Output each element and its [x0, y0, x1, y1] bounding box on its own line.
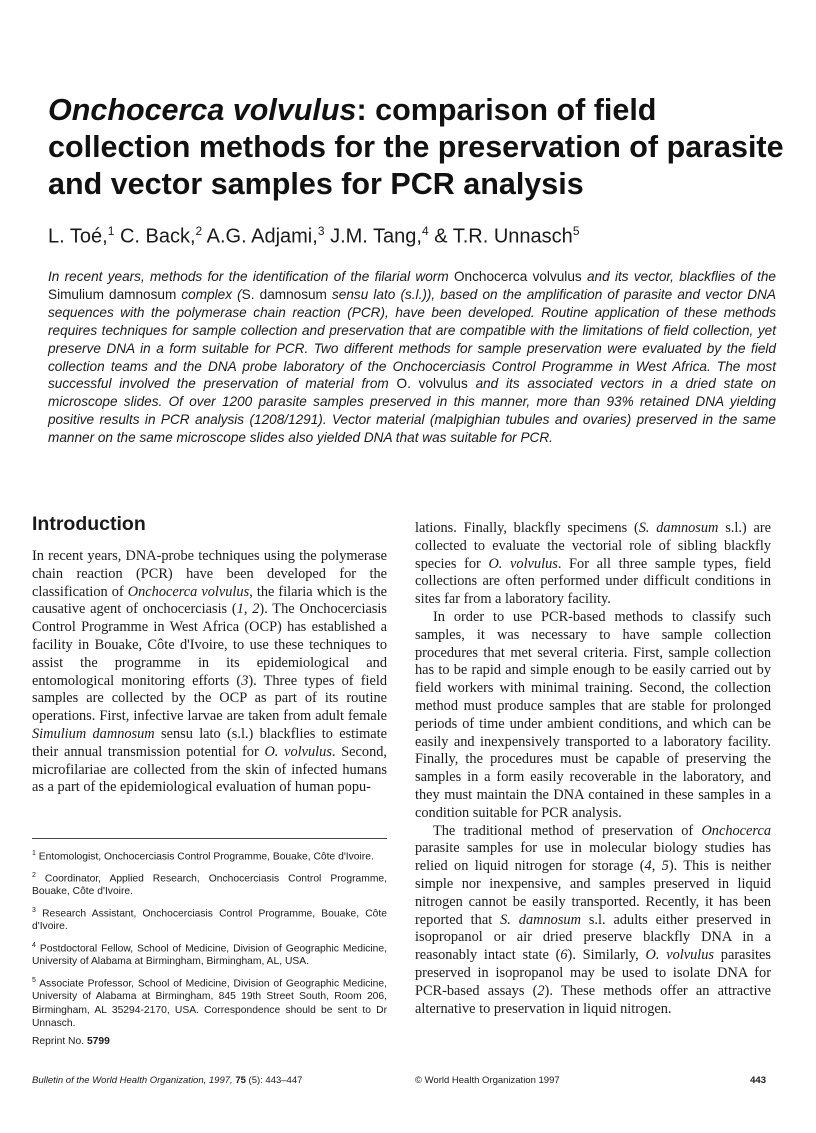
emphasis-text: S. damnosum	[638, 520, 719, 536]
emphasis-text: 2	[537, 982, 545, 999]
footnote-text: Research Assistant, Onchocerciasis Control Programme, Bouake, Côte d'Ivoire.	[32, 908, 387, 933]
title-species: Onchocerca volvulus	[48, 93, 357, 127]
paragraph-text: parasites preserved in isopropanol may be used to isolate DNA for PCR-based assays (	[415, 947, 771, 999]
abstract-taxon: S. damnosum	[241, 286, 327, 302]
right-column	[415, 520, 771, 1018]
paragraph-text: s.l.) are collected to evaluate the vectorial role of sibling blackfly species for	[415, 520, 771, 572]
footnote	[32, 939, 387, 969]
paragraph-text: ). Three types of field samples are collected by the OCP as part of its routine operations. First, infective larvae are taken from adult female	[32, 672, 388, 725]
footnote	[32, 974, 387, 1031]
emphasis-text: 2	[252, 601, 260, 618]
emphasis-text: O. volvulus	[488, 555, 558, 572]
paragraph-text: The traditional method of preservation of	[433, 822, 702, 839]
paragraph-text: ,	[243, 601, 253, 618]
footnote-text: Entomologist, Onchocerciasis Control Programme, Bouake, Côte d'Ivoire.	[38, 851, 374, 863]
paragraph-text: s.l. adults either preserved in isopropanol or air dried preserve blackfly DNA in a reasonably intact state (	[415, 911, 771, 964]
page-number: 443	[750, 1075, 766, 1086]
author-affiliation: 1	[107, 224, 115, 238]
footnote	[32, 869, 387, 899]
paragraph-text: lations. Finally, blackfly specimens (	[415, 520, 639, 536]
footnote-list	[32, 847, 387, 1030]
page-footer	[32, 1075, 772, 1089]
body-paragraph	[415, 609, 771, 823]
footnote-marker: 4	[32, 941, 36, 949]
journal-issue-pages: (5): 443–447	[248, 1075, 303, 1086]
footnote-marker: 2	[32, 871, 36, 879]
paragraph-text: parasite samples for use in molecular biology studies has relied on liquid nitrogen for storage (	[415, 840, 771, 875]
emphasis-text: 1	[236, 601, 244, 618]
paragraph-text: In recent years, DNA-probe techniques using the polymerase chain reaction (PCR) have been developed for the classification of	[32, 548, 387, 600]
emphasis-text: 4	[644, 858, 652, 875]
emphasis-text: Simulium damnosum	[32, 725, 155, 742]
title-rest: : comparison of field collection methods for the preservation of parasite and vector samples for PCR analysis	[48, 93, 784, 201]
paragraph-text: ). The Onchocerciasis Control Programme in West Africa (OCP) has established a facility in Bouake, Côte d'Ivoire, to use these techniques to assist the programme in its epidemiological and entomological monitoring efforts (	[32, 601, 387, 689]
right-column-body	[415, 520, 771, 1018]
journal-volume: 75	[235, 1075, 246, 1086]
emphasis-text: 6	[560, 947, 568, 964]
journal-name: Bulletin of the World Health Organization, 1997,	[32, 1075, 233, 1086]
footnote-marker: 5	[32, 976, 36, 984]
reprint-label: Reprint No.	[32, 1036, 85, 1048]
article-title	[48, 92, 788, 203]
body-paragraph	[415, 823, 771, 1019]
emphasis-text: Onchocerca volvulus	[127, 583, 250, 600]
copyright: © World Health Organization 1997	[415, 1075, 560, 1086]
footnote	[32, 847, 387, 864]
paragraph-text: . For all three sample types, field collections are often performed under difficult conditions in sites far from a laboratory facility.	[415, 555, 771, 608]
emphasis-text: S. damnosum	[500, 911, 581, 928]
left-column-body	[32, 548, 387, 797]
paragraph-text: . Second, microfilariae are collected from the skin of infected humans as a part of the epidemiological evaluation of human popu-	[32, 743, 388, 796]
abstract-taxon: Onchocerca volvulus	[453, 269, 582, 284]
author-name: C. Back,	[119, 225, 196, 248]
paragraph-text: ,	[651, 858, 662, 875]
abstract-text: and its associated vectors in a dried state on microscope slides. Of over 1200 parasite samples preserved in this manner, more than 93% retained DNA yielding positive results in PCR analysis (1208/1291). Vector material (malpighian tubules and ovaries) preserved in the same manner on the same microscope slides also yielded DNA that was suitable for PCR.	[48, 376, 776, 446]
author-name: L. Toé,	[48, 225, 108, 248]
paragraph-text: , the filaria which is the causative agent of onchocerciasis (	[32, 583, 387, 618]
footnote-marker: 3	[32, 906, 36, 914]
author-list	[48, 218, 788, 250]
paragraph-text: ). This is neither simple nor inexpensive, and samples preserved in liquid nitrogen cannot be easily transported. Recently, it has been reported that	[415, 858, 771, 928]
author-affiliation: 4	[421, 224, 429, 238]
emphasis-text: 5	[661, 858, 669, 875]
author-name: A.G. Adjami,	[206, 225, 318, 248]
author-affiliation: 3	[317, 224, 325, 238]
paragraph-text: sensu lato (s.l.) blackflies to estimate their annual transmission potential for	[32, 725, 387, 760]
footnote-text: Associate Professor, School of Medicine, Division of Geographic Medicine, University of Alabama at Birmingham, 845 19th Street South, Room 206, Birmingham, AL 35294-2170, USA. Correspondence should be sent to Dr Unnasch.	[32, 978, 387, 1030]
emphasis-text: Onchocerca	[701, 822, 771, 839]
left-column	[32, 512, 387, 797]
author-affiliation: 5	[572, 224, 580, 238]
paragraph-text: ). Similarly,	[567, 947, 646, 964]
author-name: J.M. Tang,	[330, 225, 422, 248]
footnote-text: Postdoctoral Fellow, School of Medicine, Division of Geographic Medicine, University of Alabama at Birmingham, Birmingham, AL, USA.	[32, 943, 387, 968]
author-affiliation: 2	[195, 224, 203, 238]
section-heading-introduction: Introduction	[32, 513, 146, 535]
author-name: & T.R. Unnasch	[434, 225, 573, 248]
abstract	[48, 268, 776, 447]
body-paragraph	[415, 520, 771, 609]
footnote-marker: 1	[32, 850, 36, 857]
abstract-taxon: Simulium damnosum	[48, 286, 177, 302]
emphasis-text: O. volvulus	[264, 743, 332, 760]
footnote	[32, 904, 387, 934]
abstract-text: sensu lato (s.l.)), based on the amplification of parasite and vector DNA sequences with the polymerase chain reaction (PCR), have been developed. Routine application of these methods requires techniques for sample collection and preservation that are compatible with the limitations of field collection, yet preserve DNA in a form suitable for PCR. Two different methods for sample preservation were evaluated by the field collection teams and the DNA probe laboratory of the Onchocerciasis Control Programme in West Africa. The most successful involved the preservation of material from	[48, 286, 776, 392]
emphasis-text: 3	[241, 672, 249, 689]
reprint-number	[32, 1035, 387, 1048]
footnotes	[32, 838, 387, 1049]
paragraph-text: ). These methods offer an attractive alternative to preservation in liquid nitrogen.	[415, 982, 771, 1017]
abstract-text: complex (	[176, 286, 242, 302]
footnote-text: Coordinator, Applied Research, Onchocerciasis Control Programme, Bouake, Côte d'Ivoire.	[32, 873, 387, 898]
abstract-text: In recent years, methods for the identification of the filarial worm	[48, 269, 454, 284]
emphasis-text: O. volvulus	[645, 947, 715, 964]
body-paragraph	[32, 548, 387, 797]
abstract-text: and its vector, blackflies of the	[581, 269, 776, 284]
paragraph-text: In order to use PCR-based methods to classify such samples, it was necessary to have sample collection procedures that met several criteria. First, sample collection has to be rapid and simple enough to be easily carried out by field workers with minimal training. Second, the collection method must produce samples that are stable for prolonged periods of time under ambient conditions, and which can be easily and inexpensively transported to a laboratory facility. Finally, the procedures must be capable of preserving the samples in a form easily recoverable in the laboratory, and they must maintain the DNA contained in these samples in a condition suitable for PCR analysis.	[415, 608, 771, 821]
journal-citation	[32, 1075, 302, 1086]
abstract-taxon: O. volvulus	[396, 376, 468, 392]
reprint-value: 5799	[86, 1036, 110, 1048]
